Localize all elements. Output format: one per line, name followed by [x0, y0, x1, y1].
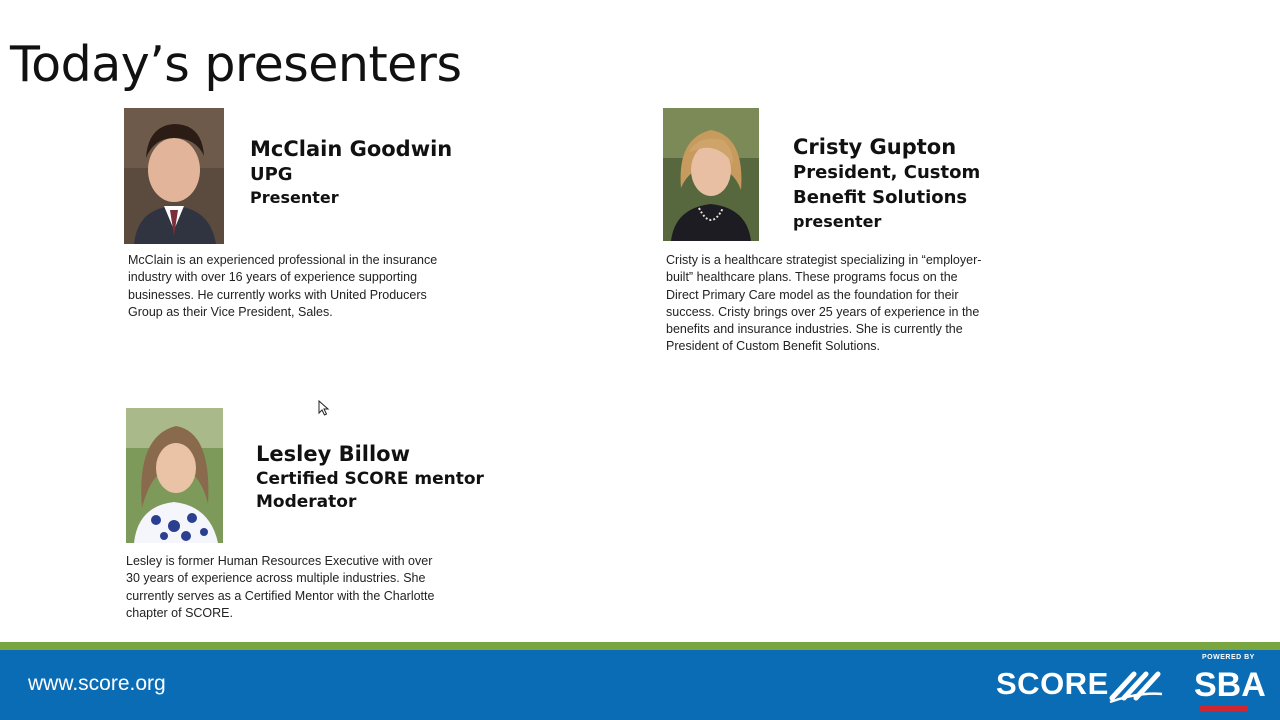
- presenter-tag: presenter: [793, 212, 882, 231]
- bio-line: Group as their Vice President, Sales.: [128, 304, 333, 319]
- presenter-role: UPG: [250, 164, 293, 185]
- bio-line: Cristy is a healthcare strategist specializing in “employer-: [666, 253, 982, 267]
- footer-url: www.score.org: [28, 672, 166, 695]
- presenter-photo-cristy: [663, 108, 759, 241]
- slide-footer: [0, 642, 1280, 720]
- presenter-bio-cristy: [666, 252, 981, 356]
- sba-logo: [1188, 652, 1266, 716]
- footer-green-stripe: [0, 642, 1280, 650]
- mouse-cursor-icon: [318, 400, 330, 416]
- presenter-name: Cristy Gupton: [793, 135, 957, 159]
- bio-line: currently serves as a Certified Mentor with the Charlotte: [126, 588, 435, 603]
- bio-line: industry with over 16 years of experience supporting: [128, 270, 418, 285]
- bio-line: benefits and insurance industries. She is currently the: [666, 322, 963, 337]
- presenter-info-cristy: [793, 134, 980, 234]
- bio-line: President of Custom Benefit Solutions.: [666, 339, 881, 354]
- bio-line: Lesley is former Human Resources Executive with over: [126, 554, 433, 568]
- presenter-role: Certified SCORE mentor: [256, 469, 484, 489]
- bio-line: businesses. He currently works with United Producers: [128, 287, 427, 302]
- presenter-name: McClain Goodwin: [250, 137, 453, 161]
- presenter-photo-mcclain: [124, 108, 224, 244]
- sba-red-bar: [1200, 706, 1248, 711]
- presenter-info-mcclain: [250, 136, 452, 210]
- presenter-bio-lesley: [126, 553, 434, 622]
- bio-line: 30 years of experience across multiple industries. She: [126, 571, 426, 586]
- bio-line: built” healthcare plans. These programs focus on the: [666, 270, 958, 285]
- presenter-photo-lesley: [126, 408, 223, 543]
- bio-line: McClain is an experienced professional in the insurance: [128, 253, 438, 267]
- presenter-bio-mcclain: [128, 252, 437, 321]
- score-logo-stripes-icon: [1108, 664, 1164, 704]
- presenter-tag: Presenter: [250, 188, 339, 207]
- bio-line: Direct Primary Care model as the foundation for their: [666, 287, 959, 302]
- presenter-role: Benefit Solutions: [793, 187, 968, 208]
- sba-powered-by: POWERED BY: [1202, 654, 1255, 661]
- bio-line: success. Cristy brings over 25 years of experience in the: [666, 304, 980, 319]
- bio-line: chapter of SCORE.: [126, 605, 233, 620]
- presenter-role: President, Custom: [793, 162, 981, 183]
- presenter-tag: Moderator: [256, 492, 357, 512]
- presenter-info-lesley: [256, 441, 484, 513]
- presenter-name: Lesley Billow: [256, 442, 410, 466]
- sba-logo-text: SBA: [1194, 666, 1266, 704]
- score-logo: SCORE: [996, 666, 1109, 701]
- slide-title: Today’s presenters: [10, 36, 462, 93]
